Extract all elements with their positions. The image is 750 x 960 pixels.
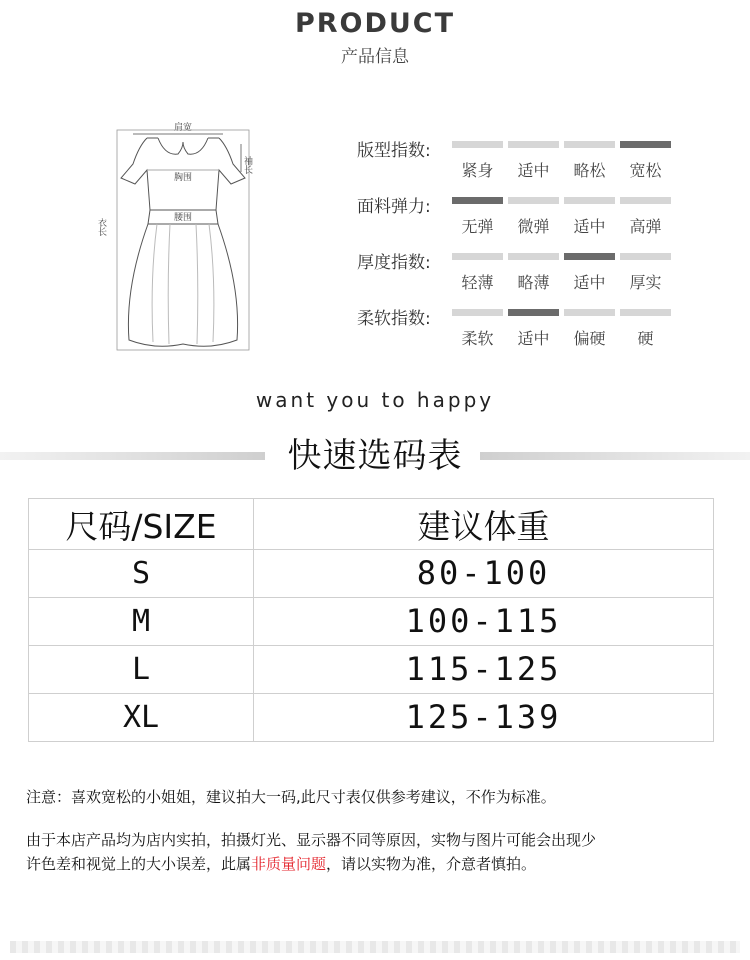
bottom-divider: [10, 941, 740, 953]
size-cell: M: [29, 597, 254, 645]
index-option: 适中: [517, 161, 550, 180]
dress-illustration-icon: [95, 118, 280, 356]
index-option: 宽松: [629, 161, 662, 180]
header-size: 尺码/SIZE: [29, 499, 254, 549]
weight-cell: 100-115: [405, 602, 562, 640]
index-bar: [564, 197, 615, 204]
size-table-title: 快速选码表: [287, 436, 463, 476]
index-option: 高弹: [629, 217, 662, 236]
length-label: 衣长: [96, 218, 106, 236]
note-disclaimer-text: 许色差和视觉上的大小误差，此属: [26, 855, 252, 873]
index-label-thickness: 厚度指数:: [357, 253, 431, 273]
index-bar: [564, 309, 615, 316]
index-option: 略松: [573, 161, 606, 180]
size-cell: L: [29, 645, 254, 693]
size-cell: XL: [29, 693, 254, 741]
weight-cell: 80-100: [416, 554, 551, 592]
index-option: 厚实: [629, 273, 662, 292]
waist-label: 腰围: [173, 213, 193, 223]
index-option: 硬: [637, 329, 654, 348]
index-option: 适中: [573, 273, 606, 292]
size-table: [28, 498, 714, 742]
index-bar: [620, 253, 671, 260]
index-bar: [508, 197, 559, 204]
note-disclaimer-text-end: ，请以实物为准，介意者慎拍。: [326, 855, 537, 873]
index-bar-selected: [620, 141, 671, 148]
index-bar: [620, 309, 671, 316]
note-disclaimer-line2: [26, 853, 536, 874]
sleeve-label: 袖长: [242, 156, 252, 174]
index-label-fit: 版型指数:: [357, 141, 431, 161]
non-quality-issue-highlight: 非质量问题: [251, 855, 327, 873]
index-option: 紧身: [461, 161, 494, 180]
chest-label: 胸围: [173, 173, 193, 183]
index-bar: [452, 253, 503, 260]
weight-cell: 125-139: [405, 698, 562, 736]
index-option: 轻薄: [461, 273, 494, 292]
product-heading: PRODUCT: [294, 8, 456, 39]
index-bar: [564, 141, 615, 148]
index-bar: [452, 309, 503, 316]
dress-measurement-diagram: [95, 118, 280, 356]
index-bar-selected: [508, 309, 559, 316]
index-bar: [508, 141, 559, 148]
index-option: 无弹: [461, 217, 494, 236]
table-header-row: [29, 499, 713, 550]
index-bar: [452, 141, 503, 148]
index-bar-selected: [452, 197, 503, 204]
table-row: [29, 597, 713, 646]
note-sizing-advice: 注意：喜欢宽松的小姐姐，建议拍大一码,此尺寸表仅供参考建议，不作为标准。: [26, 788, 556, 806]
note-disclaimer-line1: 由于本店产品均为店内实拍，拍摄灯光、显示器不同等原因，实物与图片可能会出现少: [26, 831, 597, 849]
weight-cell: 115-125: [405, 650, 562, 688]
index-bar: [620, 197, 671, 204]
table-row: [29, 549, 713, 598]
index-option: 适中: [517, 329, 550, 348]
index-option: 略薄: [517, 273, 550, 292]
index-option: 柔软: [461, 329, 494, 348]
index-option: 适中: [573, 217, 606, 236]
product-subheading: 产品信息: [341, 47, 409, 67]
shoulder-label: 肩宽: [173, 123, 193, 133]
index-label-softness: 柔软指数:: [357, 309, 431, 329]
table-row: [29, 645, 713, 694]
tagline: want you to happy: [255, 388, 495, 412]
header-weight: 建议体重: [417, 506, 550, 546]
table-row: [29, 693, 713, 741]
index-bar-selected: [564, 253, 615, 260]
index-option: 偏硬: [573, 329, 606, 348]
size-cell: S: [29, 549, 254, 597]
index-bar: [508, 253, 559, 260]
index-label-stretch: 面料弹力:: [357, 197, 431, 217]
index-option: 微弹: [517, 217, 550, 236]
